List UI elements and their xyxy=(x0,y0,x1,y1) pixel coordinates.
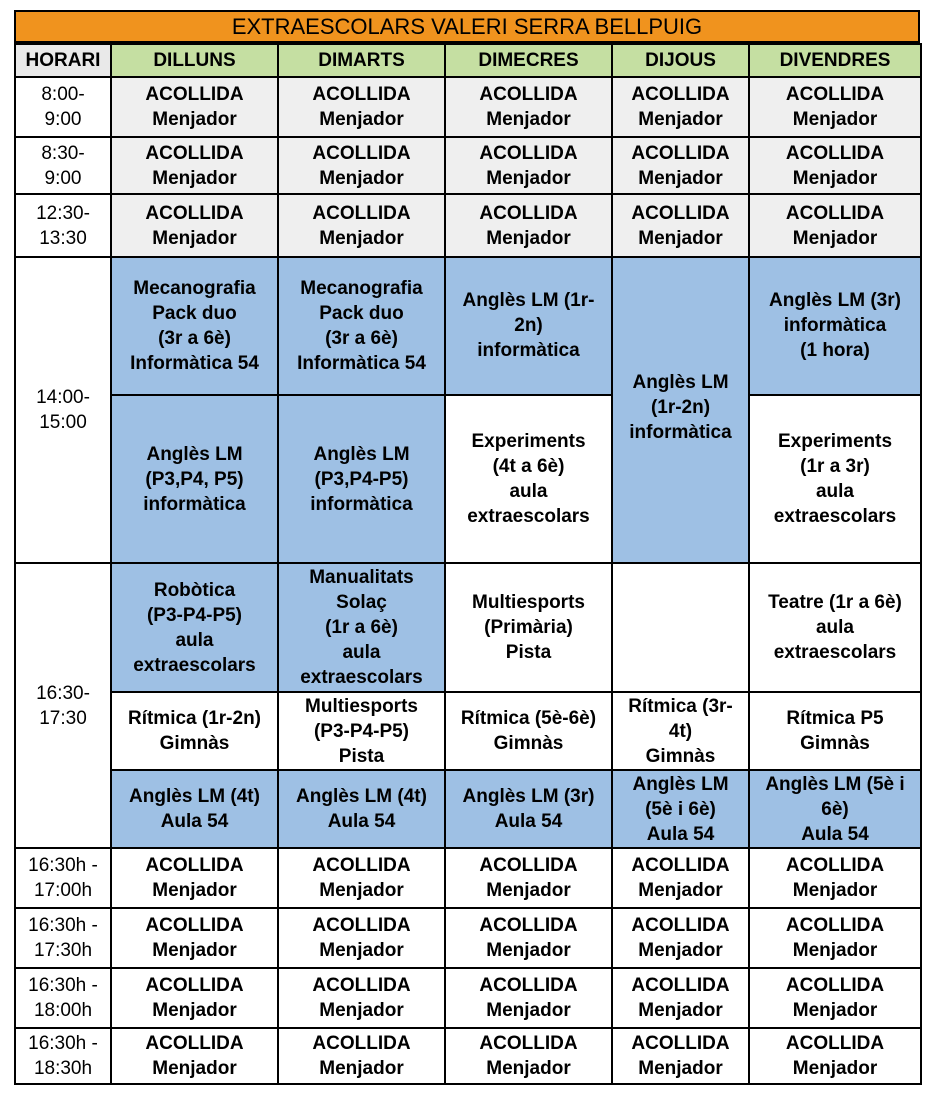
activity-cell: Anglès LM (4t) Aula 54 xyxy=(111,770,278,848)
activity-cell: Anglès LM (4t) Aula 54 xyxy=(278,770,445,848)
acollida-cell: ACOLLIDA Menjador xyxy=(445,1028,612,1084)
acollida-cell: ACOLLIDA Menjador xyxy=(111,1028,278,1084)
header-row xyxy=(15,44,921,77)
schedule-table xyxy=(14,43,922,1085)
header-dimarts: DIMARTS xyxy=(278,44,445,77)
acollida-cell: ACOLLIDA Menjador xyxy=(278,1028,445,1084)
acollida-cell: ACOLLIDA Menjador xyxy=(612,1028,749,1084)
acollida-cell: ACOLLIDA Menjador xyxy=(111,848,278,908)
acollida-cell: ACOLLIDA Menjador xyxy=(111,908,278,968)
acollida-cell: ACOLLIDA Menjador xyxy=(612,194,749,257)
acollida-cell: ACOLLIDA Menjador xyxy=(278,137,445,194)
acollida-cell: ACOLLIDA Menjador xyxy=(749,848,921,908)
table-row xyxy=(15,692,921,770)
activity-cell: Mecanografia Pack duo (3r a 6è) Informàtica 54 xyxy=(278,257,445,395)
header-horari: HORARI xyxy=(15,44,111,77)
schedule-title: EXTRAESCOLARS VALERI SERRA BELLPUIG xyxy=(14,10,920,43)
time-cell: 8:00- 9:00 xyxy=(15,77,111,137)
header-divendres: DIVENDRES xyxy=(749,44,921,77)
time-cell: 16:30- 17:30 xyxy=(15,563,111,848)
acollida-cell: ACOLLIDA Menjador xyxy=(749,968,921,1028)
activity-cell: Anglès LM (5è i 6è) Aula 54 xyxy=(749,770,921,848)
time-cell: 16:30h - 17:00h xyxy=(15,848,111,908)
activity-cell: Teatre (1r a 6è) aula extraescolars xyxy=(749,563,921,692)
acollida-cell: ACOLLIDA Menjador xyxy=(612,77,749,137)
activity-cell: Experiments (4t a 6è) aula extraescolars xyxy=(445,395,612,563)
acollida-cell: ACOLLIDA Menjador xyxy=(445,194,612,257)
acollida-cell: ACOLLIDA Menjador xyxy=(612,137,749,194)
activity-cell: Experiments (1r a 3r) aula extraescolars xyxy=(749,395,921,563)
time-cell: 12:30- 13:30 xyxy=(15,194,111,257)
table-row xyxy=(15,848,921,908)
activity-cell: Rítmica P5 Gimnàs xyxy=(749,692,921,770)
activity-cell: Anglès LM (1r- 2n) informàtica xyxy=(445,257,612,395)
table-row xyxy=(15,1028,921,1084)
acollida-cell: ACOLLIDA Menjador xyxy=(278,848,445,908)
acollida-cell: ACOLLIDA Menjador xyxy=(445,77,612,137)
time-cell: 14:00- 15:00 xyxy=(15,257,111,563)
table-row xyxy=(15,137,921,194)
acollida-cell: ACOLLIDA Menjador xyxy=(111,194,278,257)
activity-cell: Anglès LM (3r) informàtica (1 hora) xyxy=(749,257,921,395)
time-cell: 16:30h - 17:30h xyxy=(15,908,111,968)
activity-cell: Multiesports (P3-P4-P5) Pista xyxy=(278,692,445,770)
time-cell: 8:30- 9:00 xyxy=(15,137,111,194)
table-row xyxy=(15,968,921,1028)
acollida-cell: ACOLLIDA Menjador xyxy=(445,968,612,1028)
acollida-cell: ACOLLIDA Menjador xyxy=(445,908,612,968)
acollida-cell: ACOLLIDA Menjador xyxy=(749,194,921,257)
schedule-sheet xyxy=(14,10,920,1085)
table-row xyxy=(15,194,921,257)
activity-cell: Anglès LM (P3,P4-P5) informàtica xyxy=(278,395,445,563)
activity-cell: Mecanografia Pack duo (3r a 6è) Informàtica 54 xyxy=(111,257,278,395)
header-dijous: DIJOUS xyxy=(612,44,749,77)
activity-cell: Robòtica (P3-P4-P5) aula extraescolars xyxy=(111,563,278,692)
activity-cell: Anglès LM (3r) Aula 54 xyxy=(445,770,612,848)
table-row xyxy=(15,770,921,848)
activity-cell: Anglès LM (5è i 6è) Aula 54 xyxy=(612,770,749,848)
acollida-cell: ACOLLIDA Menjador xyxy=(749,77,921,137)
acollida-cell: ACOLLIDA Menjador xyxy=(111,137,278,194)
acollida-cell: ACOLLIDA Menjador xyxy=(749,137,921,194)
header-dimecres: DIMECRES xyxy=(445,44,612,77)
activity-cell: Rítmica (3r- 4t) Gimnàs xyxy=(612,692,749,770)
activity-cell xyxy=(612,563,749,692)
table-row xyxy=(15,395,921,563)
time-cell: 16:30h - 18:00h xyxy=(15,968,111,1028)
acollida-cell: ACOLLIDA Menjador xyxy=(612,908,749,968)
acollida-cell: ACOLLIDA Menjador xyxy=(111,968,278,1028)
acollida-cell: ACOLLIDA Menjador xyxy=(278,77,445,137)
acollida-cell: ACOLLIDA Menjador xyxy=(445,848,612,908)
activity-cell: Rítmica (5è-6è) Gimnàs xyxy=(445,692,612,770)
acollida-cell: ACOLLIDA Menjador xyxy=(445,137,612,194)
time-cell: 16:30h - 18:30h xyxy=(15,1028,111,1084)
activity-cell: Multiesports (Primària) Pista xyxy=(445,563,612,692)
table-row xyxy=(15,77,921,137)
acollida-cell: ACOLLIDA Menjador xyxy=(278,968,445,1028)
activity-cell: Anglès LM (1r-2n) informàtica xyxy=(612,257,749,563)
acollida-cell: ACOLLIDA Menjador xyxy=(749,908,921,968)
activity-cell: Anglès LM (P3,P4, P5) informàtica xyxy=(111,395,278,563)
acollida-cell: ACOLLIDA Menjador xyxy=(278,908,445,968)
acollida-cell: ACOLLIDA Menjador xyxy=(612,848,749,908)
acollida-cell: ACOLLIDA Menjador xyxy=(612,968,749,1028)
activity-cell: Rítmica (1r-2n) Gimnàs xyxy=(111,692,278,770)
activity-cell: Manualitats Solaç (1r a 6è) aula extraescolars xyxy=(278,563,445,692)
header-dilluns: DILLUNS xyxy=(111,44,278,77)
acollida-cell: ACOLLIDA Menjador xyxy=(278,194,445,257)
acollida-cell: ACOLLIDA Menjador xyxy=(111,77,278,137)
table-row xyxy=(15,908,921,968)
acollida-cell: ACOLLIDA Menjador xyxy=(749,1028,921,1084)
table-row xyxy=(15,563,921,692)
table-row xyxy=(15,257,921,395)
